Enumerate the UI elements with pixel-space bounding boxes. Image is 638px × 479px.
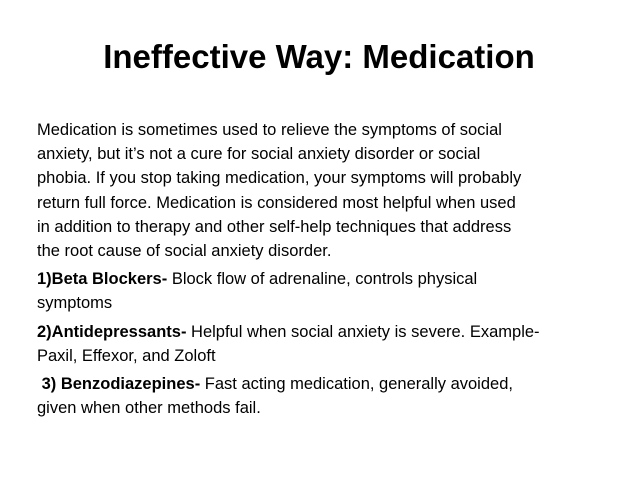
intro-line: phobia. If you stop taking medication, your symptoms will probably xyxy=(37,169,522,188)
item-second-line: Paxil, Effexor, and Zoloft xyxy=(37,346,216,365)
item-first-line xyxy=(37,372,605,396)
item-description: Block flow of adrenaline, controls physical xyxy=(167,270,478,289)
intro-line: in addition to therapy and other self-help techniques that address xyxy=(37,217,512,236)
item-label: 1)Beta Blockers- xyxy=(37,270,168,289)
item-label: 2)Antidepressants- xyxy=(37,322,187,341)
intro-paragraph xyxy=(37,118,605,263)
item-label: 3) Benzodiazepines- xyxy=(37,375,201,394)
medication-item-benzodiazepines xyxy=(37,372,605,420)
item-second-line: symptoms xyxy=(37,294,113,313)
item-description: Fast acting medication, generally avoided, xyxy=(200,375,513,394)
item-description: Helpful when social anxiety is severe. Example- xyxy=(186,322,540,341)
medication-item-beta-blockers xyxy=(37,267,605,315)
item-first-line xyxy=(37,267,605,291)
intro-line: anxiety, but it’s not a cure for social anxiety disorder or social xyxy=(37,145,481,164)
intro-line: the root cause of social anxiety disorder. xyxy=(37,242,332,261)
item-first-line xyxy=(37,320,605,344)
slide-title: Ineffective Way: Medication xyxy=(103,38,535,75)
intro-line: return full force. Medication is considered most helpful when used xyxy=(37,193,516,212)
item-second-line: given when other methods fail. xyxy=(37,399,261,418)
intro-line: Medication is sometimes used to relieve the symptoms of social xyxy=(37,121,502,139)
slide-body xyxy=(37,118,605,420)
medication-item-antidepressants xyxy=(37,320,605,368)
